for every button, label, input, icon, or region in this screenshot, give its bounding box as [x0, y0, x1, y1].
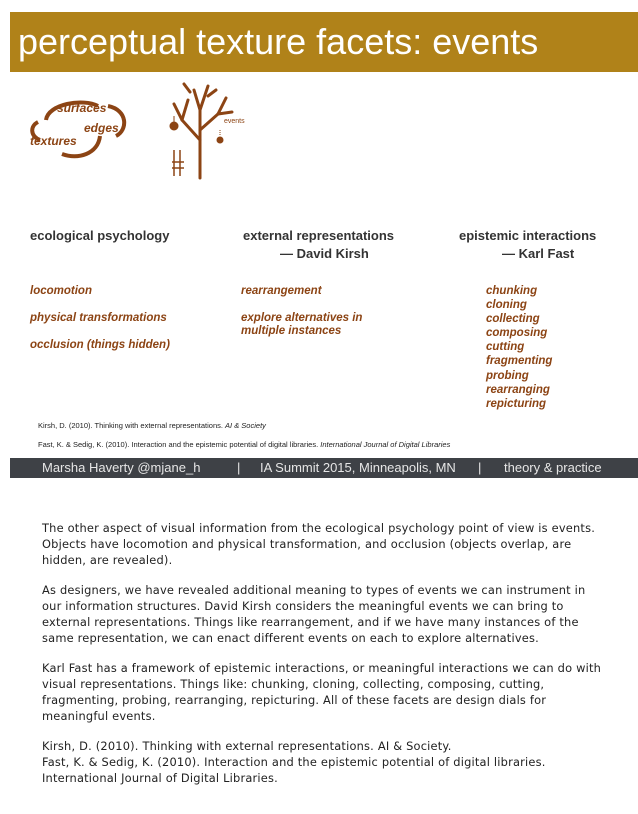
item-locomotion: locomotion	[30, 285, 92, 297]
speaker-notes	[42, 520, 602, 800]
heading-ecological-psychology: ecological psychology	[30, 228, 170, 243]
footer-tagline: theory & practice	[504, 460, 602, 475]
author-karl-fast: — Karl Fast	[502, 246, 575, 261]
list-item: composing	[486, 327, 548, 340]
list-item: cloning	[486, 299, 527, 312]
heading-external-representations: external representations	[243, 228, 395, 243]
reference-line: Kirsh, D. (2010). Thinking with external representations. AI & Society.	[42, 739, 452, 753]
list-item: fragmenting	[486, 355, 553, 368]
author-david-kirsh: — David Kirsh	[280, 246, 369, 261]
slide-title: perceptual texture facets: events	[10, 12, 638, 72]
list-item: repicturing	[486, 397, 547, 410]
footer-event: IA Summit 2015, Minneapolis, MN	[260, 460, 456, 475]
item-occlusion: occlusion (things hidden)	[30, 339, 170, 351]
diagram-label-textures: textures	[30, 134, 77, 148]
citation-kirsh-journal: AI & Society	[225, 421, 266, 430]
item-physical-transformations: physical transformations	[30, 312, 167, 324]
reference-line: Fast, K. & Sedig, K. (2010). Interaction and the epistemic potential of digital libraries.	[42, 755, 546, 769]
diagram-label-surfaces: surfaces	[57, 101, 107, 115]
citation-fast-journal: International Journal of Digital Libraries	[320, 440, 451, 449]
tree-illustration	[160, 80, 240, 180]
item-multiple-instances: multiple instances	[241, 325, 342, 337]
diagram-label-events: events	[224, 118, 245, 125]
citation-fast	[38, 440, 450, 449]
item-explore-alternatives: explore alternatives in	[241, 312, 363, 324]
falling-fruit	[217, 137, 224, 144]
citation-kirsh	[38, 421, 266, 430]
list-item: collecting	[486, 313, 540, 326]
notes-paragraph: As designers, we have revealed additional meaning to types of events we can instrument in our information structures. David Kirsh considers the meaningful events we can bring to external representations. Things like rearrangement, and if we have many instances of the same representation, we can enact different events on each to explore alternatives.	[42, 583, 586, 645]
footer-author: Marsha Haverty @mjane_h	[42, 460, 201, 475]
citation-fast-text: Fast, K. & Sedig, K. (2010). Interaction and the epistemic potential of digital libraries.	[38, 440, 319, 449]
list-item: probing	[486, 369, 529, 382]
reference-line: International Journal of Digital Libraries.	[42, 771, 278, 785]
item-rearrangement: rearrangement	[241, 285, 322, 297]
heading-epistemic-interactions: epistemic interactions	[459, 228, 597, 243]
list-item: rearranging	[486, 383, 550, 396]
notes-references	[42, 738, 602, 786]
notes-paragraph: Karl Fast has a framework of epistemic interactions, or meaningful interactions we can do with visual representations. Things like: chunking, cloning, collecting, composing, cutting, fragmenting, probing, rearranging, repicturing. All of these facets are design dials for meaningful events.	[42, 661, 602, 723]
list-item: chunking	[486, 285, 538, 297]
fruit-on-branch	[170, 122, 179, 131]
footer-separator: |	[237, 460, 241, 475]
footer-bar	[10, 458, 638, 478]
diagram-label-edges: edges	[84, 121, 119, 135]
epistemic-interactions-list	[486, 284, 552, 411]
list-item: cutting	[486, 341, 525, 354]
footer-separator: |	[478, 460, 482, 475]
citation-kirsh-text: Kirsh, D. (2010). Thinking with external representations.	[38, 421, 223, 430]
notes-paragraph: The other aspect of visual information from the ecological psychology point of view is events. Objects have locomotion and physical transformation, and occlusion (objects overlap, are hidden, are revealed).	[42, 521, 596, 567]
